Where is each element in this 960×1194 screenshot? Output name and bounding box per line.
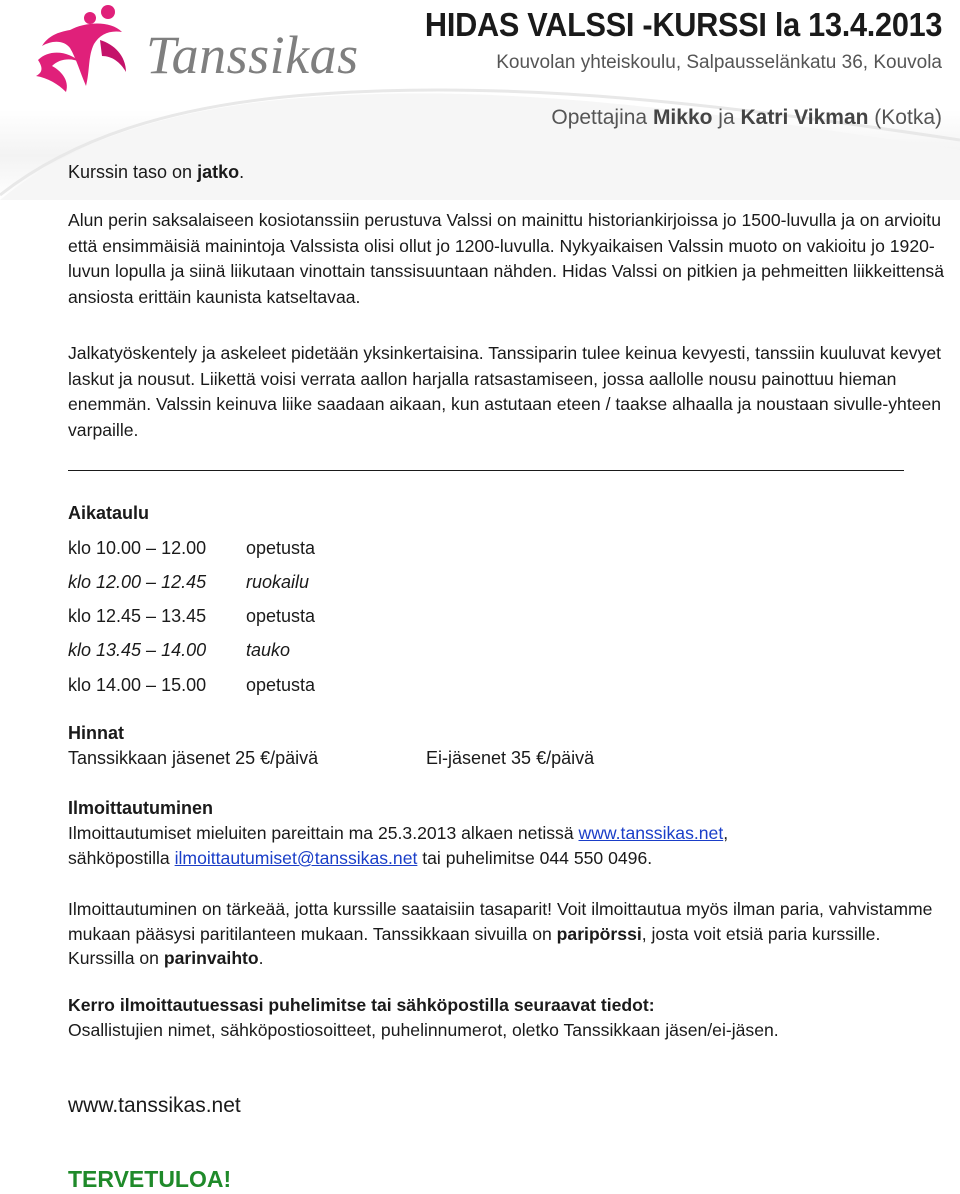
- schedule-time: klo 12.00 – 12.45: [68, 572, 207, 592]
- registration-line-2: sähköpostilla ilmoittautumiset@tanssikas.net tai puhelimitse 044 550 0496.: [68, 848, 653, 868]
- welcome-text: TERVETULOA!: [68, 1166, 232, 1192]
- course-location: Kouvolan yhteiskoulu, Salpausselänkatu 36, Kouvola: [496, 52, 942, 73]
- schedule-activity: opetusta: [246, 606, 316, 626]
- price-members: Tanssikkaan jäsenet 25 €/päivä: [68, 748, 319, 768]
- teacher-name-1: Mikko: [652, 106, 713, 129]
- parinvaihto-term: parinvaihto: [163, 948, 259, 968]
- schedule-row: [68, 675, 315, 696]
- schedule-heading: Aikataulu: [68, 503, 150, 523]
- website-text[interactable]: www.tanssikas.net: [68, 1094, 241, 1117]
- info-heading: Kerro ilmoittautuessasi puhelimitse tai sähköpostilla seuraavat tiedot:: [68, 995, 655, 1015]
- tanssikas-logo[interactable]: [30, 0, 359, 100]
- schedule-activity: opetusta: [246, 538, 316, 558]
- schedule-row: [68, 538, 315, 559]
- registration-line-1: Ilmoittautumiset mieluiten pareittain ma 25.3.2013 alkaen netissä www.tanssikas.net,: [68, 823, 729, 843]
- schedule-activity: tauko: [246, 640, 291, 660]
- schedule-row: [68, 640, 290, 661]
- website-link[interactable]: www.tanssikas.net: [578, 823, 724, 843]
- prices-heading: Hinnat: [68, 723, 124, 743]
- teacher-name-2: Katri Vikman: [740, 106, 869, 129]
- registration-heading: Ilmoittautuminen: [68, 798, 213, 818]
- course-title: HIDAS VALSSI -KURSSI la 13.4.2013: [424, 6, 942, 43]
- paripörssi-term: paripörssi: [556, 923, 642, 944]
- teachers-line: Opettajina Mikko ja Katri Vikman (Kotka): [551, 106, 942, 129]
- registration-paragraph: Ilmoittautuminen on tärkeää, jotta kurssille saataisiin tasaparit! Voit ilmoittautua myös ilman paria, vahvistamme mukaan pääsysi paritilanteen mukaan. Tanssikkaan sivuilla on paripörssi, josta voit etsiä paria kurssille. Kurssilla on parinvaihto.: [68, 899, 933, 968]
- schedule-activity: ruokailu: [246, 572, 310, 592]
- schedule-time: klo 13.45 – 14.00: [68, 640, 207, 660]
- schedule-time: klo 10.00 – 12.00: [68, 538, 207, 558]
- schedule-row: [68, 572, 309, 593]
- intro-paragraph-2: Jalkatyöskentely ja askeleet pidetään yksinkertaisina. Tanssiparin tulee keinua kevyesti, tanssiin kuuluvat kevyet laskut ja nousut. Liikettä voisi verrata aallon harjalla ratsastamiseen, jossa aallolle nousu painottuu hieman enemmän. Valssin keinuva liike saadaan aikaan, kun astutaan eteen / taakse alhaalla ja noustaan sivulle-yhteen varpaille.: [68, 343, 942, 440]
- schedule-time: klo 14.00 – 15.00: [68, 675, 207, 695]
- logo-text: Tanssikas: [146, 25, 359, 85]
- price-non-members: Ei-jäsenet 35 €/päivä: [426, 748, 595, 768]
- dancers-icon: [30, 0, 140, 100]
- email-link[interactable]: ilmoittautumiset@tanssikas.net: [174, 848, 418, 868]
- divider: [68, 470, 904, 471]
- level-value: jatko: [197, 162, 240, 182]
- schedule-activity: opetusta: [246, 675, 316, 695]
- schedule-row: [68, 606, 315, 627]
- info-text: Osallistujien nimet, sähköpostiosoitteet, puhelinnumerot, oletko Tanssikkaan jäsen/ei-jäsen.: [68, 1020, 779, 1040]
- course-level: Kurssin taso on jatko.: [68, 162, 245, 182]
- intro-paragraph-1: Alun perin saksalaiseen kosiotanssiin perustuva Valssi on mainittu historiankirjoissa jo 1500-luvulla ja on arvioitu että ensimmäisiä mainintoja Valssista olisi ollut jo 1200-luvulla. Nykyaikaisen Valssin muoto on vakioitu jo 1920-luvun lopulla ja siinä liikutaan vinottain tanssisuuntaan nähden. Hidas Valssi on pitkien ja pehmeitten liikkeittensä ansiosta erittäin kaunista katseltavaa.: [68, 210, 944, 307]
- schedule-time: klo 12.45 – 13.45: [68, 606, 207, 626]
